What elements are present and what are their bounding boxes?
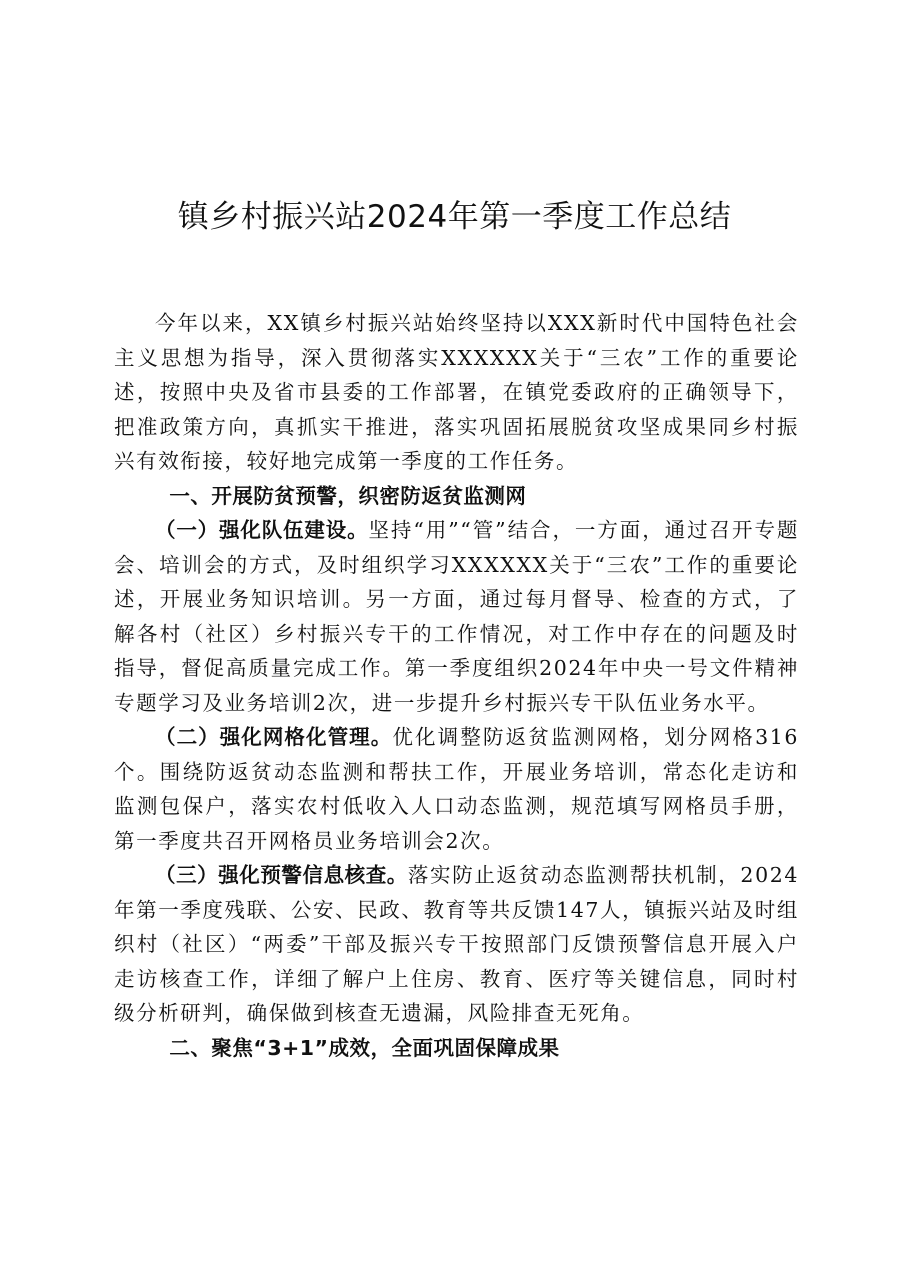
intro-paragraph: 今年以来，XX镇乡村振兴站始终坚持以XXX新时代中国特色社会主义思想为指导，深入贯彻落实XXXXXX关于“三农”工作的重要论述，按照中央及省市县委的工作部署，在镇党委政府的正确领导下，把准政策方向，真抓实干推进，落实巩固拓展脱贫攻坚成果同乡村振兴有效衔接，较好地完成第一季度的工作任务。 — [114, 311, 799, 473]
section-1-heading: 一、开展防贫预警，织密防返贫监测网 — [169, 483, 527, 508]
section-1-item-1 — [114, 513, 799, 720]
section-1-item-2 — [114, 720, 799, 858]
item-3-text: 落实防止返贫动态监测帮扶机制，2024年第一季度残联、公安、民政、教育等共反馈147人，镇振兴站及时组织村（社区）“两委”干部及振兴专干按照部门反馈预警信息开展入户走访核查工作，详细了解户上住房、教育、医疗等关键信息，同时村级分析研判，确保做到核查无遗漏，风险排查无死角。 — [114, 863, 799, 1025]
item-1-text: 坚持“用”“管”结合，一方面，通过召开专题会、培训会的方式，及时组织学习XXXXXX关于“三农”工作的重要论述，开展业务知识培训。另一方面，通过每月督导、检查的方式，了解各村（社区）乡村振兴专干的工作情况，对工作中存在的问题及时指导，督促高质量完成工作。第一季度组织2024年中央一号文件精神专题学习及业务培训2次，进一步提升乡村振兴专干队伍业务水平。 — [114, 518, 799, 715]
document-body — [114, 306, 799, 1065]
section-1-item-3 — [114, 858, 799, 1031]
item-3-lead: （三）强化预警信息核查。 — [155, 863, 408, 887]
item-1-lead: （一）强化队伍建设。 — [155, 518, 369, 542]
item-2-text: 优化调整防返贫监测网格，划分网格316个。围绕防返贫动态监测和帮扶工作，开展业务培训，常态化走访和监测包保户，落实农村低收入人口动态监测，规范填写网格员手册，第一季度共召开网格员业务培训会2次。 — [114, 725, 800, 853]
document-title: 镇乡村振兴站2024年第一季度工作总结 — [177, 199, 732, 235]
section-2-heading: 二、聚焦“3+1”成效，全面巩固保障成果 — [169, 1035, 560, 1060]
item-2-lead: （二）强化网格化管理。 — [155, 725, 393, 749]
